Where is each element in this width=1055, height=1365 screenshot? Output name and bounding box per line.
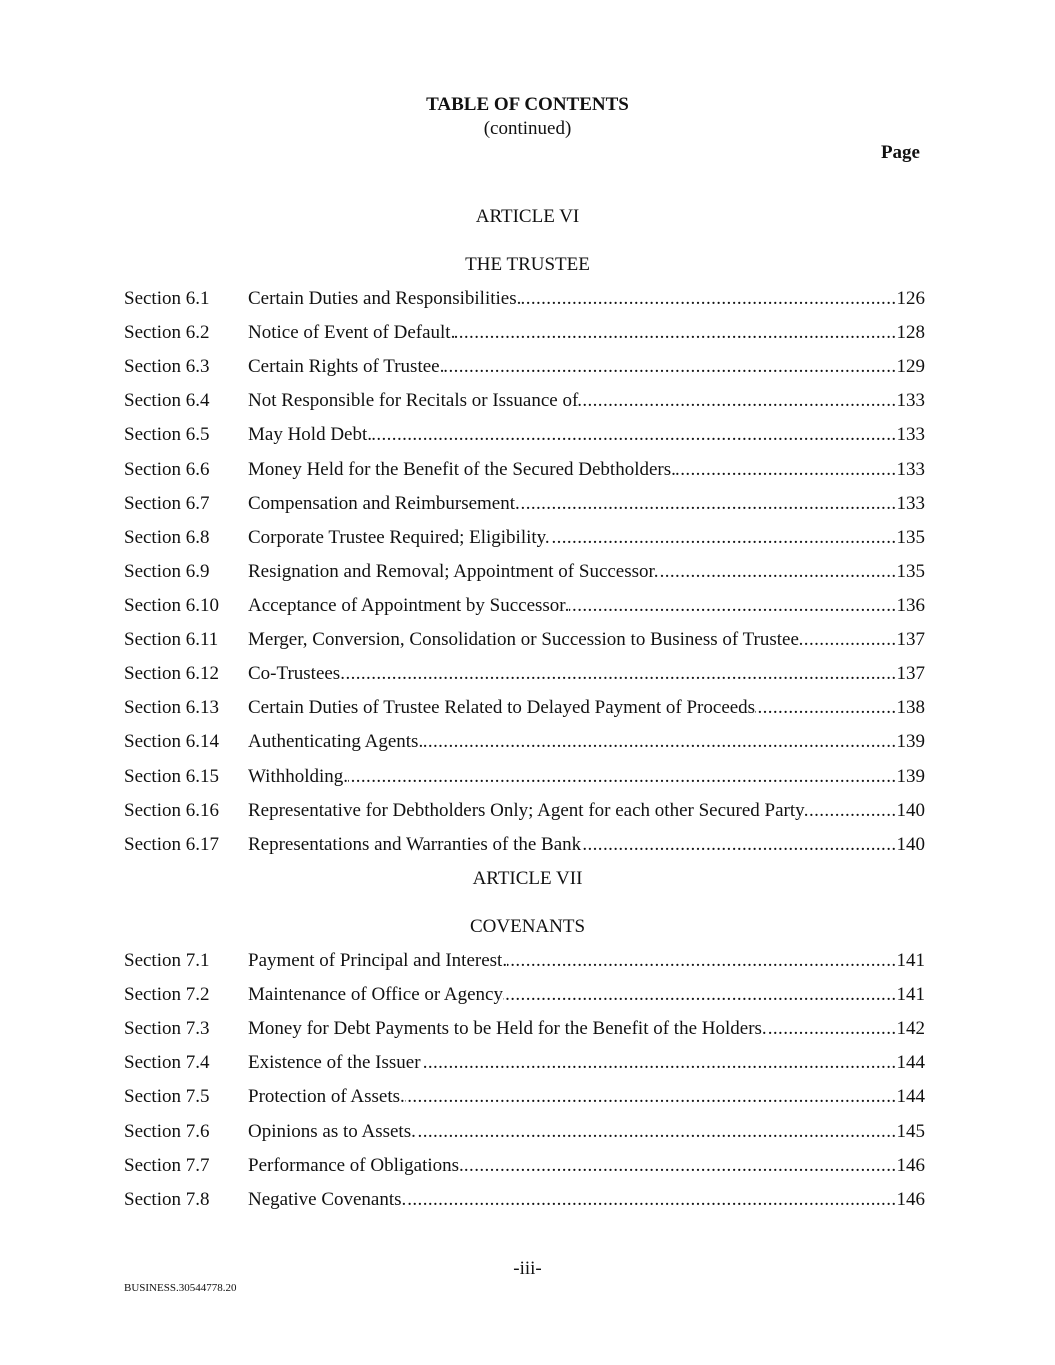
section-number: Section 7.4 bbox=[124, 1052, 210, 1074]
section-number: Section 6.17 bbox=[124, 833, 219, 855]
section-title: Not Responsible for Recitals or Issuance of bbox=[248, 390, 579, 412]
toc-entry[interactable] bbox=[124, 1115, 925, 1149]
dot-leader bbox=[372, 418, 896, 452]
section-number: Section 7.8 bbox=[124, 1188, 210, 1210]
section-number: Section 7.6 bbox=[124, 1120, 210, 1142]
page-column-label: Page bbox=[880, 142, 920, 163]
section-page: 139 bbox=[896, 731, 925, 753]
dot-leader bbox=[423, 725, 896, 759]
section-title: Money Held for the Benefit of the Secured Debtholders. bbox=[248, 458, 676, 480]
toc-entry[interactable] bbox=[124, 1149, 925, 1183]
toc-entry[interactable] bbox=[124, 1012, 925, 1046]
dot-leader bbox=[659, 555, 897, 589]
toc-entry[interactable] bbox=[124, 828, 925, 862]
section-number: Section 7.1 bbox=[124, 950, 210, 971]
section-number: Section 6.4 bbox=[124, 390, 210, 412]
section-number: Section 6.5 bbox=[124, 424, 210, 446]
section-title: Protection of Assets. bbox=[248, 1086, 405, 1108]
toc-entry[interactable] bbox=[124, 1080, 925, 1114]
dot-leader bbox=[755, 691, 896, 725]
section-number: Section 6.1 bbox=[124, 288, 210, 309]
section-number: Section 6.10 bbox=[124, 594, 219, 616]
dot-leader bbox=[676, 453, 897, 487]
article-heading: ARTICLE VI bbox=[475, 206, 580, 227]
dot-leader bbox=[578, 384, 896, 418]
section-page: 133 bbox=[896, 458, 925, 480]
section-number: Section 6.14 bbox=[124, 731, 219, 753]
dot-leader bbox=[550, 521, 897, 555]
section-page: 141 bbox=[896, 950, 925, 971]
section-title: Withholding. bbox=[248, 765, 349, 787]
toc-entry[interactable] bbox=[124, 589, 925, 623]
toc-entry[interactable] bbox=[124, 487, 925, 521]
toc-entry[interactable] bbox=[124, 384, 925, 418]
section-page: 135 bbox=[896, 560, 925, 582]
section-page: 142 bbox=[896, 1018, 925, 1040]
section-page: 136 bbox=[896, 594, 925, 616]
section-number: Section 6.12 bbox=[124, 663, 219, 685]
toc-entry[interactable] bbox=[124, 555, 925, 589]
section-number: Section 6.11 bbox=[124, 629, 219, 651]
section-page: 146 bbox=[896, 1154, 925, 1176]
dot-leader bbox=[799, 623, 897, 657]
section-number: Section 6.15 bbox=[124, 765, 219, 787]
section-number: Section 7.3 bbox=[124, 1018, 210, 1040]
section-page: 139 bbox=[896, 765, 925, 787]
article-6-sections bbox=[124, 282, 925, 862]
section-title: Existence of the Issuer bbox=[248, 1052, 421, 1074]
toc-entry[interactable] bbox=[124, 1183, 925, 1217]
section-page: 138 bbox=[896, 697, 925, 719]
section-number: Section 6.3 bbox=[124, 356, 210, 378]
section-number: Section 6.16 bbox=[124, 799, 219, 821]
dot-leader bbox=[581, 828, 896, 862]
toc-entry[interactable] bbox=[124, 760, 925, 794]
section-page: 133 bbox=[896, 492, 925, 514]
section-title: Compensation and Reimbursement. bbox=[248, 492, 520, 514]
section-page: 129 bbox=[896, 356, 925, 378]
section-title: Money for Debt Payments to be Held for the Benefit of the Holders. bbox=[248, 1018, 767, 1040]
section-title: Performance of Obligations. bbox=[248, 1154, 464, 1176]
toc-entry[interactable] bbox=[124, 1046, 925, 1080]
dot-leader bbox=[569, 589, 896, 623]
dot-leader bbox=[520, 487, 897, 521]
dot-leader bbox=[455, 316, 896, 350]
section-title: Representations and Warranties of the Bank bbox=[248, 833, 582, 855]
dot-leader bbox=[521, 282, 896, 316]
dot-leader bbox=[416, 1115, 897, 1149]
section-title: Merger, Conversion, Consolidation or Succession to Business of Trustee bbox=[248, 629, 799, 651]
section-title: Authenticating Agents. bbox=[248, 731, 424, 753]
section-number: Section 7.2 bbox=[124, 984, 210, 1006]
dot-leader bbox=[406, 1183, 896, 1217]
section-page: 128 bbox=[896, 322, 925, 344]
section-title: Payment of Principal and Interest. bbox=[248, 950, 508, 971]
dot-leader bbox=[348, 760, 896, 794]
section-title: Negative Covenants. bbox=[248, 1188, 407, 1210]
section-title: Acceptance of Appointment by Successor. bbox=[248, 594, 570, 616]
toc-entry[interactable] bbox=[124, 725, 925, 759]
section-number: Section 7.7 bbox=[124, 1154, 210, 1176]
section-page: 135 bbox=[896, 526, 925, 548]
toc-entry[interactable] bbox=[124, 316, 925, 350]
section-page: 140 bbox=[896, 833, 925, 855]
section-page: 146 bbox=[896, 1188, 925, 1210]
toc-entry[interactable] bbox=[124, 978, 925, 1012]
section-title: Resignation and Removal; Appointment of Successor. bbox=[248, 560, 659, 582]
section-title: Corporate Trustee Required; Eligibility. bbox=[248, 526, 550, 548]
section-page: 140 bbox=[896, 799, 925, 821]
section-number: Section 6.13 bbox=[124, 697, 219, 719]
dot-leader bbox=[405, 1080, 897, 1114]
dot-leader bbox=[444, 350, 896, 384]
section-title: Opinions as to Assets. bbox=[248, 1120, 416, 1142]
document-id: BUSINESS.30544778.20 bbox=[124, 1282, 237, 1294]
dot-leader bbox=[421, 1046, 897, 1080]
article-heading: ARTICLE VII bbox=[472, 868, 583, 889]
section-number: Section 6.6 bbox=[124, 458, 210, 480]
toc-entry[interactable] bbox=[124, 794, 925, 828]
toc-subtitle: (continued) bbox=[483, 118, 572, 139]
dot-leader bbox=[340, 657, 896, 691]
dot-leader bbox=[503, 978, 897, 1012]
section-title: Certain Duties and Responsibilities. bbox=[248, 288, 522, 309]
toc-entry[interactable] bbox=[124, 418, 925, 452]
section-page: 137 bbox=[896, 629, 925, 651]
section-page: 133 bbox=[896, 424, 925, 446]
dot-leader bbox=[464, 1149, 897, 1183]
section-title: Certain Duties of Trustee Related to Delayed Payment of Proceeds bbox=[248, 697, 756, 719]
dot-leader bbox=[507, 944, 896, 978]
article-name: COVENANTS bbox=[469, 916, 586, 937]
toc-entry[interactable] bbox=[124, 691, 925, 725]
page-number: -iii- bbox=[513, 1258, 542, 1279]
toc-entry[interactable] bbox=[124, 657, 925, 691]
toc-entry[interactable] bbox=[124, 521, 925, 555]
section-page: 144 bbox=[896, 1086, 925, 1108]
section-title: Certain Rights of Trustee. bbox=[248, 356, 445, 378]
dot-leader bbox=[767, 1012, 897, 1046]
section-number: Section 6.2 bbox=[124, 322, 210, 344]
section-number: Section 6.8 bbox=[124, 526, 210, 548]
section-page: 137 bbox=[896, 663, 925, 685]
section-page: 141 bbox=[896, 984, 925, 1006]
toc-entry[interactable] bbox=[124, 623, 925, 657]
section-title: Co-Trustees bbox=[248, 663, 341, 685]
section-number: Section 7.5 bbox=[124, 1086, 210, 1108]
section-page: 145 bbox=[896, 1120, 925, 1142]
toc-entry[interactable] bbox=[124, 453, 925, 487]
toc-entry[interactable] bbox=[124, 350, 925, 384]
section-page: 126 bbox=[896, 288, 925, 309]
section-title: Notice of Event of Default. bbox=[248, 322, 456, 344]
article-7-sections bbox=[124, 944, 925, 1217]
section-page: 133 bbox=[896, 390, 925, 412]
section-page: 144 bbox=[896, 1052, 925, 1074]
section-title: May Hold Debt. bbox=[248, 424, 373, 446]
section-number: Section 6.7 bbox=[124, 492, 210, 514]
toc-entry[interactable] bbox=[124, 282, 925, 316]
toc-entry[interactable] bbox=[124, 944, 925, 978]
section-title: Representative for Debtholders Only; Agent for each other Secured Party bbox=[248, 799, 805, 821]
toc-title: TABLE OF CONTENTS bbox=[426, 94, 629, 115]
section-title: Maintenance of Office or Agency bbox=[248, 984, 503, 1006]
section-number: Section 6.9 bbox=[124, 560, 210, 582]
article-name: THE TRUSTEE bbox=[465, 254, 590, 275]
dot-leader bbox=[805, 794, 897, 828]
